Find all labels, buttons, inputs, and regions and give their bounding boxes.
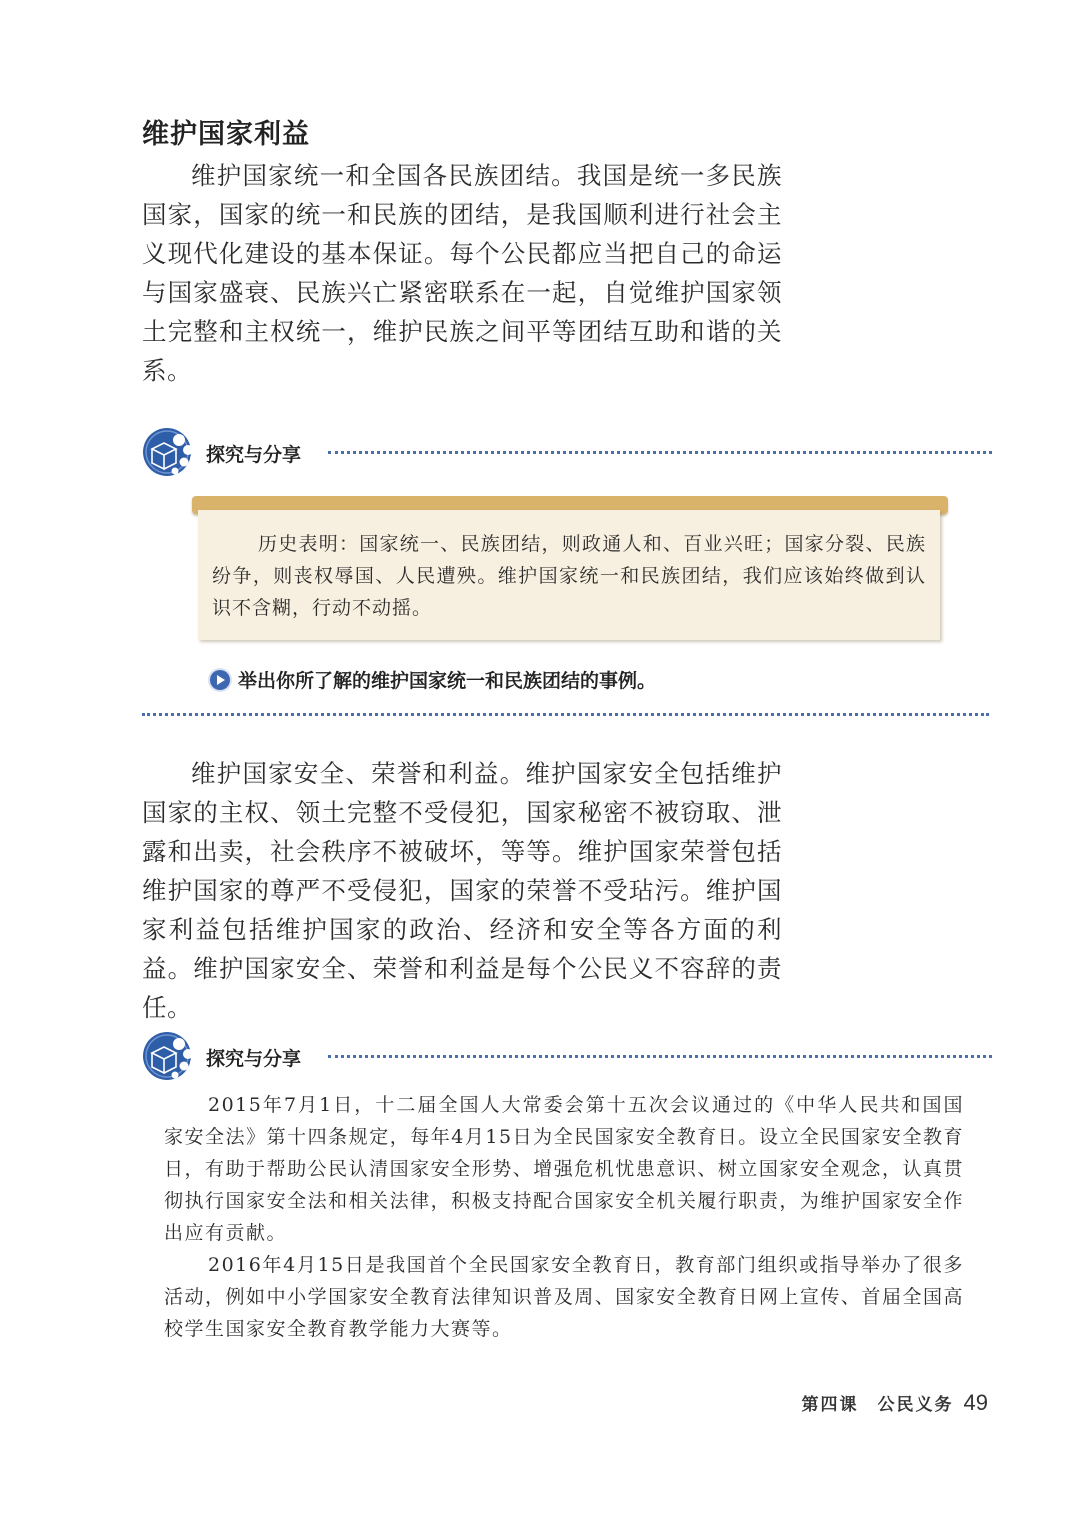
molecule-cube-icon [142, 424, 198, 480]
body-paragraph-unity: 维护国家统一和全国各民族团结。我国是统一多民族国家，国家的统一和民族的团结，是我国顺利进行社会主义现代化建设的基本保证。每个公民都应当把自己的命运与国家盛衰、民族兴亡紧密联系在一起，自觉维护国家领土完整和主权统一，维护民族之间平等团结互助和谐的关系。 [142, 161, 782, 385]
explore-share-header [142, 1028, 992, 1084]
explore-share-title: 探究与分享 [206, 1048, 302, 1070]
section-heading: 维护国家利益 [142, 119, 310, 150]
quote-text: 历史表明：国家统一、民族团结，则政通人和、百业兴旺；国家分裂、民族纷争，则丧权辱国、人民遭殃。维护国家统一和民族团结，我们应该始终做到认识不含糊，行动不动摇。 [212, 533, 926, 619]
explore-share-header [142, 424, 992, 480]
dotted-divider [328, 1055, 992, 1058]
body-paragraph-security: 维护国家安全、荣誉和利益。维护国家安全包括维护国家的主权、领土完整不受侵犯，国家秘密不被窃取、泄露和出卖，社会秩序不被破坏，等等。维护国家荣誉包括维护国家的尊严不受侵犯，国家的荣誉不受玷污。维护国家利益包括维护国家的政治、经济和安全等各方面的利益。维护国家安全、荣誉和利益是每个公民义不容辞的责任。 [142, 759, 782, 1022]
question-text: 举出你所了解的维护国家统一和民族团结的事例。 [238, 670, 657, 692]
explore-share-title: 探究与分享 [206, 444, 302, 466]
page-number: 49 [963, 1390, 988, 1415]
dotted-divider [142, 713, 989, 716]
molecule-cube-icon [142, 1028, 198, 1084]
arrow-bullet-icon [210, 670, 230, 690]
lesson-title: 第四课 公民义务 [801, 1395, 954, 1415]
security-law-paragraph: 2015年7月1日，十二届全国人大常委会第十五次会议通过的《中华人民共和国国家安全法》第十四条规定，每年4月15日为全民国家安全教育日。设立全民国家安全教育日，有助于帮助公民认清国家安全形势、增强危机忧患意识、树立国家安全观念，认真贯彻执行国家安全法和相关法律，积极支持配合国家安全机关履行职责，为维护国家安全作出应有贡献。 [164, 1094, 964, 1244]
education-day-paragraph: 2016年4月15日是我国首个全民国家安全教育日，教育部门组织或指导举办了很多活动，例如中小学国家安全教育法律知识普及周、国家安全教育日网上宣传、首届全国高校学生国家安全教育教学能力大赛等。 [164, 1254, 964, 1340]
page-footer [802, 1390, 988, 1416]
discussion-question [210, 666, 656, 693]
dotted-divider [328, 451, 992, 454]
